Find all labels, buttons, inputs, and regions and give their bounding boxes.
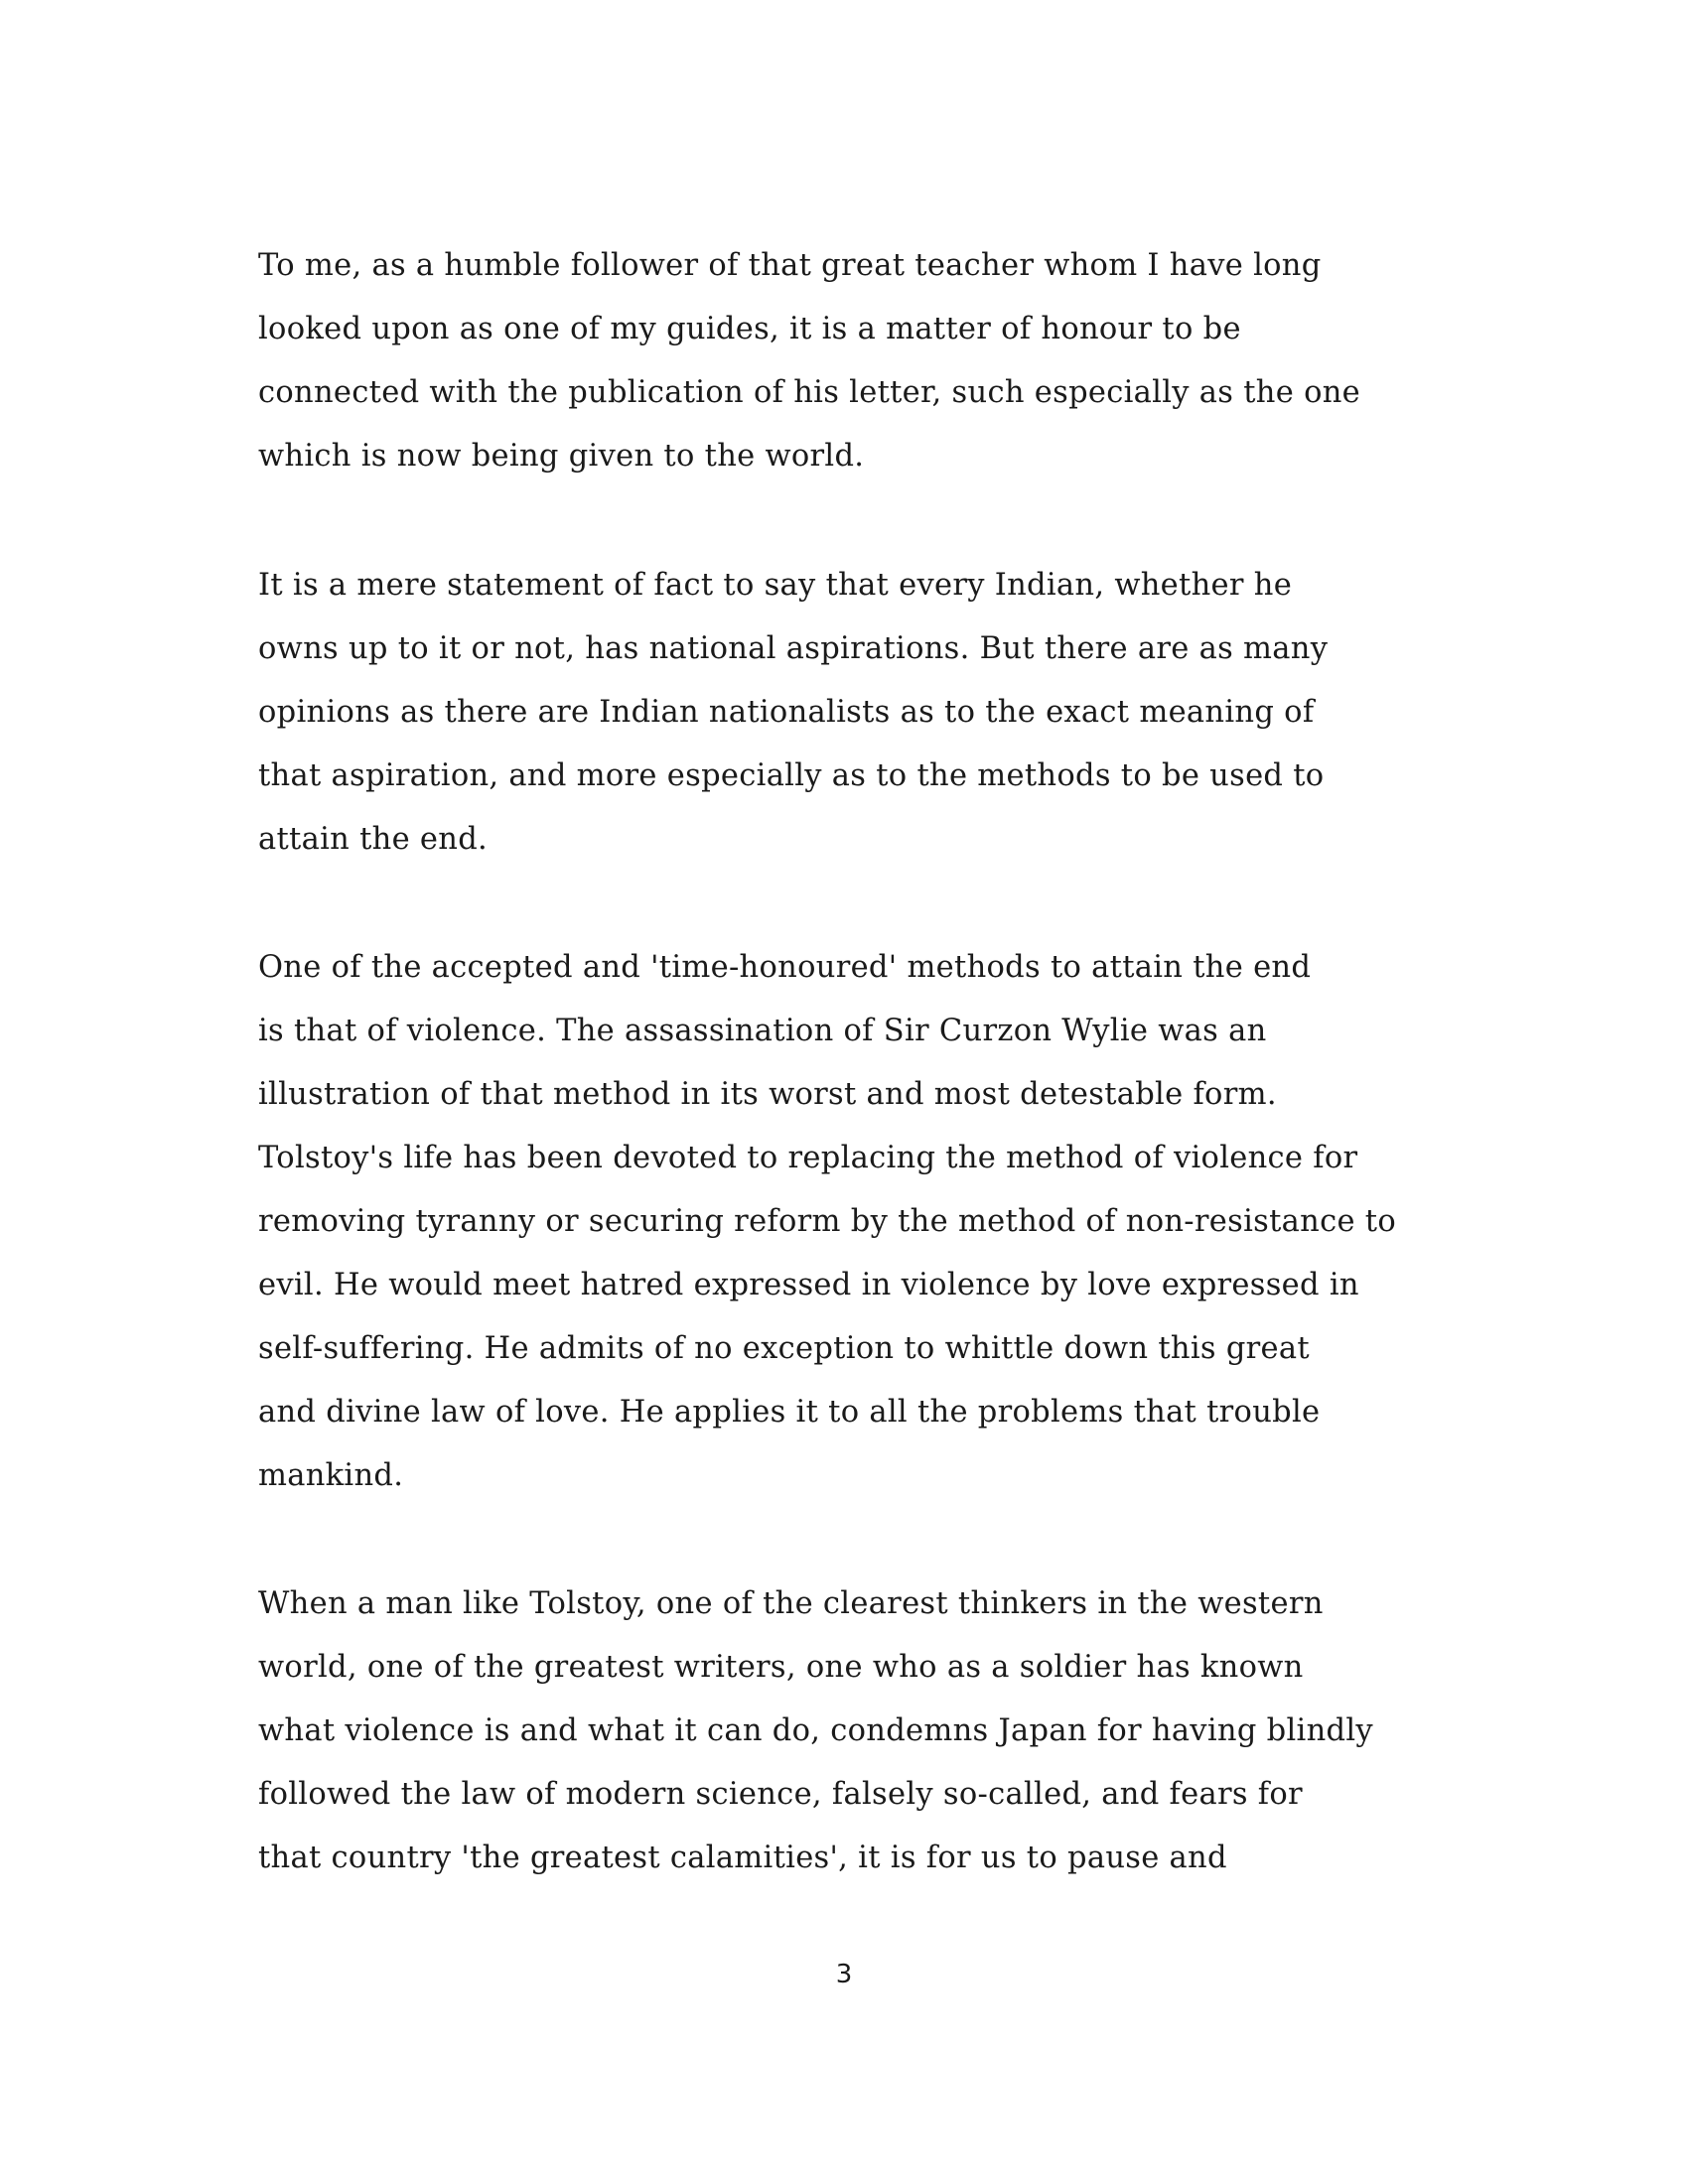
- text-line: connected with the publication of his letter, such especially as the one: [258, 375, 1361, 410]
- text-line: illustration of that method in its worst and most detestable form.: [258, 1077, 1277, 1112]
- text-line: One of the accepted and 'time-honoured' methods to attain the end: [258, 950, 1312, 985]
- text-line: attain the end.: [258, 822, 489, 857]
- text-line: world, one of the greatest writers, one who as a soldier has known: [258, 1650, 1304, 1685]
- text-line: and divine law of love. He applies it to all the problems that trouble: [258, 1395, 1321, 1430]
- text-line: that country 'the greatest calamities', it is for us to pause and: [258, 1841, 1227, 1875]
- text-line: opinions as there are Indian nationalists as to the exact meaning of: [258, 695, 1315, 730]
- text-line: evil. He would meet hatred expressed in violence by love expressed in: [258, 1268, 1359, 1302]
- text-line: removing tyranny or securing reform by the method of non-resistance to: [258, 1204, 1397, 1239]
- text-line: followed the law of modern science, falsely so-called, and fears for: [258, 1777, 1303, 1812]
- text-line: It is a mere statement of fact to say that every Indian, whether he: [258, 568, 1293, 603]
- text-line: which is now being given to the world.: [258, 439, 865, 474]
- text-line: self-suffering. He admits of no exception to whittle down this great: [258, 1331, 1310, 1366]
- text-line: Tolstoy's life has been devoted to replacing the method of violence for: [258, 1141, 1358, 1175]
- text-line: that aspiration, and more especially as to the methods to be used to: [258, 758, 1325, 793]
- text-line: To me, as a humble follower of that great teacher whom I have long: [258, 248, 1322, 283]
- text-line: mankind.: [258, 1458, 404, 1493]
- text-line: what violence is and what it can do, condemns Japan for having blindly: [258, 1713, 1373, 1748]
- text-line: is that of violence. The assassination of Sir Curzon Wylie was an: [258, 1014, 1267, 1048]
- text-line: owns up to it or not, has national aspirations. But there are as many: [258, 631, 1329, 666]
- text-line: When a man like Tolstoy, one of the clearest thinkers in the western: [258, 1586, 1324, 1621]
- text-line: looked upon as one of my guides, it is a matter of honour to be: [258, 312, 1241, 346]
- page-number: 3: [835, 1960, 853, 1989]
